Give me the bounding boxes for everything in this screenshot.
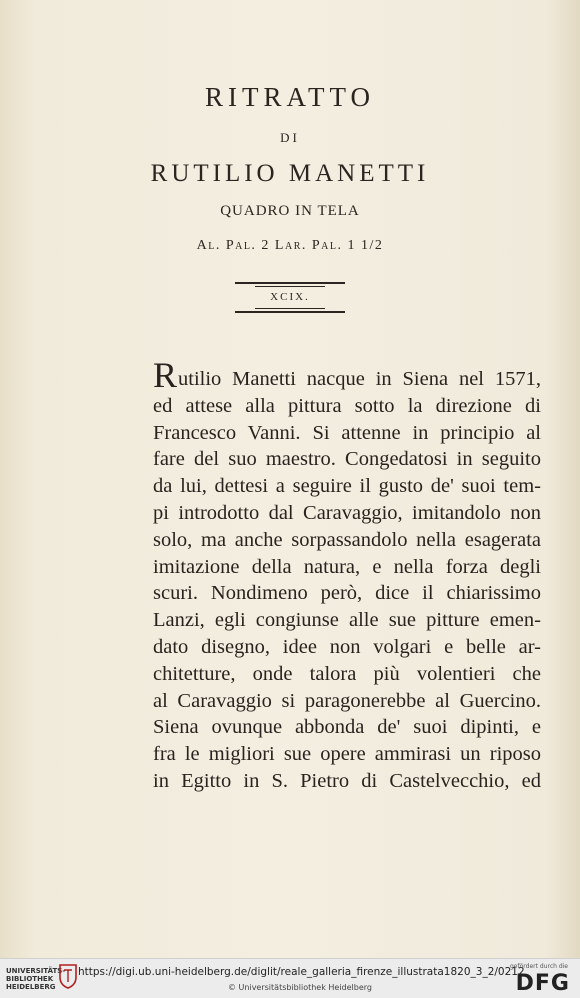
- text-line: solo, ma anche sorpassandolo nella esagerata: [153, 528, 541, 551]
- painting-medium: QUADRO IN TELA: [220, 203, 360, 219]
- text-line: Francesco Vanni. Si attenne in principio al: [153, 421, 541, 444]
- text-line: fare del suo maestro. Congedatosi in seguito: [153, 448, 541, 471]
- ornament-rule-bottom: [235, 311, 345, 313]
- funding-note: gefördert durch die: [510, 963, 568, 970]
- painting-dimensions: Al. Pal. 2 Lar. Pal. 1 1/2: [196, 238, 384, 253]
- text-line: scuri. Nondimeno però, dice il chiarissimo: [153, 582, 541, 605]
- page-title: RITRATTO: [204, 82, 375, 112]
- text-line: Rutilio Manetti nacque in Siena nel 1571,: [153, 355, 541, 395]
- library-crest-icon: [58, 963, 78, 989]
- text-line: imitazione della natura, e nella forza degli: [153, 555, 541, 578]
- viewer-footer: [0, 958, 580, 998]
- ornament-rule-top: [235, 282, 345, 284]
- source-url-link[interactable]: https://digi.ub.uni-heidelberg.de/diglit/reale_galleria_firenze_illustrata1820_3_2/0212: [78, 966, 525, 978]
- library-logo-text: UNIVERSITÄTS- BIBLIOTHEK HEIDELBERG: [6, 967, 66, 991]
- text-line: da lui, dettesi a seguire il gusto de' suoi tem-: [153, 475, 541, 498]
- artist-name: RUTILIO MANETTI: [150, 160, 430, 187]
- dfg-logo: DFG: [515, 971, 570, 996]
- text-line: Siena ovunque abbonda de' suoi dipinti, e: [153, 716, 541, 739]
- text-line: pi introdotto dal Caravaggio, imitandolo non: [153, 501, 541, 524]
- text-line: ed attese alla pittura sotto la direzione di: [153, 394, 541, 417]
- text-line: al Caravaggio si paragonerebbe al Guercino.: [153, 689, 541, 712]
- copyright-notice: © Universitätsbibliothek Heidelberg: [228, 983, 373, 992]
- text-line: Lanzi, egli congiunse alle sue pitture emen-: [153, 609, 541, 632]
- text-line: chitetture, onde talora più volentieri che: [153, 662, 541, 685]
- text-line: in Egitto in S. Pietro di Castelvecchio, ed: [153, 769, 541, 792]
- ornament-rule-bottom-thin: [255, 308, 325, 309]
- show-through-text: [150, 60, 155, 84]
- drop-cap: R: [153, 355, 178, 395]
- plate-number: XCIX.: [270, 291, 310, 303]
- title-connector: DI: [280, 130, 300, 145]
- text-line: fra le migliori sue opere ammirasi un riposo: [153, 743, 541, 766]
- text-line: dato disegno, idee non volgari e belle ar-: [153, 635, 541, 658]
- ornament-rule-top-thin: [255, 286, 325, 287]
- body-paragraph: [153, 355, 541, 795]
